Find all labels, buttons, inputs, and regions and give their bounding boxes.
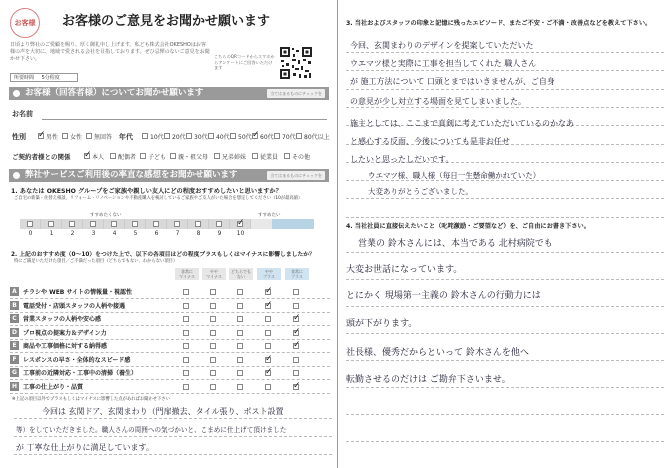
qr-code-icon[interactable] (279, 46, 313, 80)
nps-score-checkbox[interactable] (90, 221, 96, 227)
service-section-bar (9, 169, 329, 182)
rating-item-row (10, 313, 175, 324)
rating-item-row (10, 327, 175, 338)
q2-line (14, 454, 332, 455)
age-option-label: 10代 (150, 134, 164, 141)
age-option-label: 20代 (172, 134, 186, 141)
service-section-note: 当てはまるものにチェックを (267, 171, 325, 180)
bullet-icon (13, 90, 20, 97)
age-option-label: 40代 (216, 134, 230, 141)
rating-checkbox[interactable] (210, 330, 216, 336)
age-label: 年代 (119, 133, 133, 141)
rating-checkbox[interactable] (183, 303, 189, 309)
rating-checkbox[interactable] (237, 357, 243, 363)
relation-checkbox[interactable] (140, 153, 146, 159)
nps-score-label: 6 (154, 230, 159, 237)
nps-score-checkbox[interactable] (27, 221, 33, 227)
q4-ruled-line (346, 360, 664, 361)
scale-low-label: すすめたくない (90, 213, 122, 218)
time-label: 所要時間 (14, 75, 35, 81)
rating-item-row (10, 367, 175, 378)
relation-checkbox[interactable] (170, 153, 176, 159)
rating-checkbox[interactable] (293, 370, 299, 376)
name-label: お名前 (12, 110, 33, 118)
age-checkbox[interactable] (296, 133, 302, 139)
rating-checkbox[interactable] (210, 303, 216, 309)
nps-score-label: 1 (49, 230, 54, 237)
nps-score-label: 4 (112, 230, 117, 237)
relation-option-label: 従業員 (260, 154, 279, 161)
age-checkbox[interactable] (230, 133, 236, 139)
q4-title: 4. 当社社員に直接伝えたいこと（叱咤激励・ご要望など）を、ご自由にお書き下さい。 (346, 223, 590, 230)
nps-score-checkbox[interactable] (237, 221, 243, 227)
gender-label: 性別 (12, 133, 26, 141)
rating-item-label: チラシや WEB サイトの情報量・視認性 (23, 289, 133, 296)
intro-text: 日頃より弊社のご愛顧を賜り、厚く御礼申し上げます。私ども株式会社OKESHOはお客様の声を大切に、地域で愛される会社を目指しております。ぜひ忌憚のないご意見をお聞かせ下さい。 (10, 42, 210, 62)
age-checkbox[interactable] (208, 133, 214, 139)
q2-handwriting: が 丁寧な仕上がりに満足しています。 (16, 443, 154, 452)
rating-column-header: やや プラス (257, 268, 281, 280)
nps-score-checkbox[interactable] (69, 221, 75, 227)
rating-item-tag: A (10, 287, 19, 296)
rating-item-tag: G (10, 368, 19, 377)
relation-checkbox[interactable] (84, 153, 90, 159)
rating-item-label: 工事の仕上がり・品質 (23, 383, 84, 391)
relation-option-label: 子ども (148, 154, 167, 161)
rating-checkbox[interactable] (265, 316, 271, 322)
age-checkbox[interactable] (142, 133, 148, 139)
rating-checkbox[interactable] (210, 370, 216, 376)
rating-checkbox[interactable] (183, 316, 189, 322)
rating-column-header: 非常に プラス (285, 268, 309, 280)
q2-subtitle: 特にご満足いただけた項目／ご不満だった項目（どちらでもない、わからない項目） (14, 259, 178, 264)
q4-ruled-line (346, 252, 664, 253)
rating-checkbox[interactable] (183, 370, 189, 376)
relation-checkbox[interactable] (110, 153, 116, 159)
nps-scale-bar-high (272, 219, 314, 229)
q4-ruled-line (346, 387, 664, 388)
rating-checkbox[interactable] (210, 357, 216, 363)
rating-item-tag: F (10, 355, 19, 364)
relation-option-label: 本人 (92, 154, 105, 161)
rating-column-header: やや マイナス (202, 268, 226, 280)
rating-item-row (10, 381, 175, 392)
q4-ruled-line (346, 279, 664, 280)
nps-score-label: 10 (236, 230, 245, 237)
q3-handwriting: 今回、玄関まわりのデザインを提案していただいた (350, 41, 534, 50)
rating-checkbox[interactable] (183, 384, 189, 390)
rating-checkbox[interactable] (237, 303, 243, 309)
q2-note: ※上記の項目以外でプラスもしくはマイナスに影響した点があればお聞かせ下さい (12, 397, 170, 402)
q2-line (14, 418, 332, 419)
rating-item-label: レスポンスの早さ・全体的なスピード感 (23, 356, 131, 364)
q2-handwriting: 等）をしていただきました。職人さんの周囲への気づかいと、こまめに仕上げて頂けました (16, 426, 287, 434)
rating-checkbox[interactable] (210, 289, 216, 295)
q3-ruled-line (346, 52, 664, 53)
rating-checkbox[interactable] (265, 343, 271, 349)
rating-item-label: 営業スタッフの人柄や安心感 (23, 316, 102, 323)
rating-checkbox[interactable] (183, 289, 189, 295)
nps-score-label: 3 (91, 230, 96, 237)
age-checkbox[interactable] (186, 133, 192, 139)
center-divider (337, 0, 338, 468)
gender-checkbox[interactable] (38, 133, 44, 139)
rating-checkbox[interactable] (293, 289, 299, 295)
rating-column-header: 非常に マイナス (175, 268, 199, 280)
q3-ruled-line (346, 70, 664, 71)
rating-checkbox[interactable] (265, 357, 271, 363)
relation-option-label: 配偶者 (118, 154, 137, 161)
scale-high-label: すすめたい (258, 213, 281, 218)
nps-score-checkbox[interactable] (195, 221, 201, 227)
rating-checkbox[interactable] (293, 343, 299, 349)
rating-checkbox[interactable] (237, 343, 243, 349)
nps-scale-bar-mid (251, 219, 272, 229)
rating-item-tag: C (10, 314, 19, 323)
rating-item-tag: B (10, 301, 19, 310)
gender-option-label: 女性 (70, 134, 83, 141)
q3-ruled-line (346, 107, 664, 108)
age-option-label: 30代 (194, 134, 208, 141)
rating-checkbox[interactable] (293, 316, 299, 322)
rating-checkbox[interactable] (183, 330, 189, 336)
rating-checkbox[interactable] (237, 316, 243, 322)
q4-handwriting: とにかく 現場第一主義の 鈴木さんの行動力には (346, 291, 541, 301)
rating-item-label: 商品や工事価格に対する納得感 (23, 343, 108, 350)
rating-column-header: どちらでも ない (229, 268, 253, 280)
q4-ruled-line (346, 333, 664, 334)
age-option-label: 70代 (282, 134, 296, 141)
q3-handwriting: が 施工方法について 口頭とまではいきませんが、ご自身 (350, 77, 555, 86)
q4-ruled-line (346, 306, 664, 307)
age-checkbox[interactable] (252, 133, 258, 139)
q4-handwriting: 頭が下がります。 (346, 319, 418, 329)
nps-score-label: 0 (28, 230, 33, 237)
rating-item-row (10, 354, 175, 365)
rating-checkbox[interactable] (237, 330, 243, 336)
age-checkbox[interactable] (274, 133, 280, 139)
gender-checkbox[interactable] (62, 133, 68, 139)
rating-item-label: プロ視点の提案力＆デザイン力 (23, 329, 107, 337)
customer-section-note: 当てはまるものにチェックを (267, 89, 325, 98)
q3-handwriting: ウエマツ様、職人様（毎日一生懸命働かれていた） (368, 171, 541, 180)
rating-item-label: 電話受付・店頭スタッフの人柄や接遇 (23, 302, 126, 310)
rating-checkbox[interactable] (265, 370, 271, 376)
q1-title: 1. あなたは OKESHO グループをご家族や親しい友人にどの程度おすすめしたいと思いますか？ (11, 188, 282, 195)
rating-checkbox[interactable] (237, 289, 243, 295)
nps-score-label: 7 (175, 230, 180, 237)
nps-score-checkbox[interactable] (48, 221, 54, 227)
rating-checkbox[interactable] (183, 357, 189, 363)
q3-handwriting: 大変ありがとうございました。 (368, 187, 473, 196)
rating-checkbox[interactable] (293, 384, 299, 390)
nps-score-checkbox[interactable] (153, 221, 159, 227)
q3-handwriting: ウエマツ様と実際に工事を担当してくれた 職人さん (350, 59, 537, 68)
rating-checkbox[interactable] (293, 330, 299, 336)
nps-score-checkbox[interactable] (111, 221, 117, 227)
q3-title: 3. 当社およびスタッフの印象と記憶に残ったエピソード、またご不安・ご不満・改善点などを教えて下さい。 (346, 20, 652, 27)
relation-option-label: 親・祖父母 (178, 154, 209, 161)
q4-handwriting: 転勤させるのだけは ご勘弁下さいませ。 (346, 375, 511, 385)
q3-handwriting: したいと思ったしだいです。 (350, 155, 454, 164)
page-title: お客様のご意見をお聞かせ願います (62, 14, 271, 29)
nps-score-label: 9 (217, 230, 222, 237)
brand-logo (10, 8, 40, 38)
rating-checkbox[interactable] (210, 316, 216, 322)
rating-checkbox[interactable] (293, 357, 299, 363)
q3-ruled-line (346, 89, 664, 90)
q3-handwriting: の意見が少し対立する場面を見てしまいました。 (350, 97, 526, 106)
service-section-title: 弊社サービスご利用後の率直な感想をお聞かせ願います (25, 170, 238, 180)
rating-checkbox[interactable] (183, 343, 189, 349)
rating-item-tag: H (11, 382, 18, 390)
gender-option-label: 無回答 (94, 134, 113, 141)
customer-section-title: お客様（回答者様）についてお聞かせ願います (25, 88, 204, 98)
nps-score-label: 2 (70, 230, 75, 237)
age-checkbox[interactable] (164, 133, 170, 139)
q3-handwriting: と感心する反面、今後についても是非お任せ (350, 137, 510, 146)
rating-item-label: 工事前の近隣対応・工事中の清掃（養生） (23, 370, 138, 377)
relation-option-label: 兄弟姉妹 (222, 154, 247, 161)
rating-item-row (10, 340, 175, 351)
relation-checkbox[interactable] (252, 153, 258, 159)
q3-handwriting: 施主としては、ここまで真剣に考えていただいているのかなあ (350, 119, 574, 128)
q2-handwriting: 今回は 玄関ドア、玄関まわり（門扉撤去、タイル張り、ポスト設置 (42, 407, 284, 416)
rating-checkbox[interactable] (210, 384, 216, 390)
rating-checkbox[interactable] (293, 303, 299, 309)
q4-ruled-line (346, 441, 664, 442)
nps-score-checkbox[interactable] (216, 221, 222, 227)
time-box (10, 73, 78, 82)
rating-item-row (10, 286, 175, 297)
q4-handwriting: 大変お世話になっています。 (346, 265, 463, 275)
brand-logo-text: お客様 (14, 19, 36, 27)
q4-ruled-line (346, 414, 664, 415)
q2-title: 2. 上記のおすすめ度（0〜10）をつけた上で、以下の各項目はどの程度プラスもしくはマイナスに影響しましたか？ (11, 252, 315, 258)
rating-checkbox[interactable] (237, 370, 243, 376)
rating-item-tag: E (10, 341, 19, 350)
q2-line (14, 436, 332, 437)
bullet-icon (13, 172, 20, 179)
rating-checkbox[interactable] (210, 343, 216, 349)
gender-checkbox[interactable] (86, 133, 92, 139)
rating-checkbox[interactable] (265, 330, 271, 336)
relation-option-label: その他 (292, 154, 311, 161)
q1-subtitle: ご自宅の新築・住替え相談、リフォーム・リノベーションや不動産購入を検討しているご家族やご友人がいた場合を想定してください（10が最高値） (14, 196, 303, 201)
qr-text: こちらのQRコードからスマホからアンケートにご回答いただけます (214, 54, 275, 70)
age-option-label: 80代以上 (304, 134, 330, 141)
rating-checkbox[interactable] (265, 289, 271, 295)
rating-checkbox[interactable] (265, 384, 271, 390)
q4-handwriting: 営業の 鈴木さんには、本当である 北村病院でも (358, 239, 553, 249)
q3-ruled-line (346, 198, 664, 199)
nps-score-checkbox[interactable] (132, 221, 138, 227)
q3-ruled-line (346, 217, 664, 218)
age-option-label: 60代 (260, 134, 274, 141)
nps-score-label: 5 (133, 230, 138, 237)
nps-score-label: 8 (196, 230, 201, 237)
nps-scale (20, 219, 318, 243)
rating-row-divider (10, 393, 330, 394)
rating-item-row (10, 300, 175, 311)
nps-score-checkbox[interactable] (174, 221, 180, 227)
rating-item-tag: D (10, 328, 19, 337)
gender-option-label: 男性 (46, 134, 59, 141)
rating-checkbox[interactable] (237, 384, 243, 390)
time-value: 5分程度 (41, 75, 60, 81)
q4-handwriting: 社長様、優秀だからといって 鈴木さんを他へ (346, 348, 529, 358)
name-field[interactable] (42, 119, 327, 120)
rating-checkbox[interactable] (265, 303, 271, 309)
relation-label: ご契約者様との関係 (12, 153, 71, 161)
age-option-label: 50代 (238, 134, 252, 141)
relation-checkbox[interactable] (284, 153, 290, 159)
relation-checkbox[interactable] (214, 153, 220, 159)
customer-section-bar (9, 87, 329, 100)
